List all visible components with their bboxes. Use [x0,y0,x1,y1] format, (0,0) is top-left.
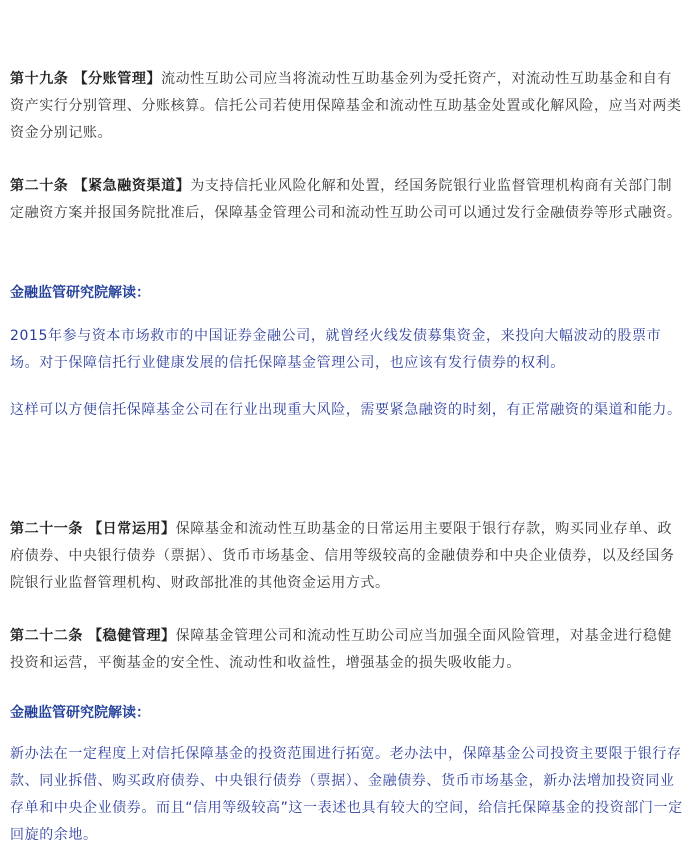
article-title: 【稳健管理】 [88,628,176,644]
article-text: 保障基金管理公司和流动性互助公司应当加强全面风险管理，对基金进行稳健投资和运营，平衡基金的安全性、流动性和收益性，增强基金的损失吸收能力。 [10,628,673,671]
article-text: 流动性互助公司应当将流动性互助基金列为受托资产，对流动性互助基金和自有资产实行分别管理、分账核算。信托公司若使用保障基金和流动性互助基金处置或化解风险，应当对两类资金分别记账。 [10,71,682,141]
article-title: 【紧急融资渠道】 [73,178,191,194]
article-number: 第二十一条 [10,521,83,537]
article-text: 保障基金和流动性互助基金的日常运用主要限于银行存款，购买同业存单、政府债券、中央银行债券（票据）、货币市场基金、信用等级较高的金融债券和中央企业债券，以及经国务院银行业监督管理机构、财政部批准的其他资金运用方式。 [10,521,675,591]
article-title: 【日常运用】 [88,521,176,537]
article-21 [10,516,686,597]
interpretation-heading: 金融监管研究院解读： [10,285,150,301]
article-title: 【分账管理】 [73,71,162,87]
article-number: 第二十条 [10,178,69,194]
interpretation-paragraph: 这样可以方便信托保障基金公司在行业出现重大风险，需要紧急融资的时刻，有正常融资的渠道和能力。 [10,402,682,418]
article-number: 第二十二条 [10,628,83,644]
article-22 [10,623,686,677]
article-20 [10,173,686,227]
article-number: 第十九条 [10,71,69,87]
article-19 [10,66,686,147]
interpretation-paragraph: 新办法在一定程度上对信托保障基金的投资范围进行拓宽。老办法中，保障基金公司投资主要限于银行存款、同业拆借、购买政府债券、中央银行债券（票据）、金融债券、货币市场基金，新办法增加投资同业存单和中央企业债券。而且“信用等级较高”这一表述也具有较大的空间，给信托保障基金的投资部门一定回旋的余地。 [10,746,683,843]
interpretation-heading: 金融监管研究院解读： [10,705,150,721]
article-text: 为支持信托业风险化解和处置，经国务院银行业监督管理机构商有关部门制定融资方案并报国务院批准后，保障基金管理公司和流动性互助公司可以通过发行金融债券等形式融资。 [10,178,682,221]
interpretation-paragraph: 2015年参与资本市场救市的中国证券金融公司，就曾经火线发债募集资金，来投向大幅波动的股票市场。对于保障信托行业健康发展的信托保障基金管理公司，也应该有发行债券的权利。 [10,328,662,371]
